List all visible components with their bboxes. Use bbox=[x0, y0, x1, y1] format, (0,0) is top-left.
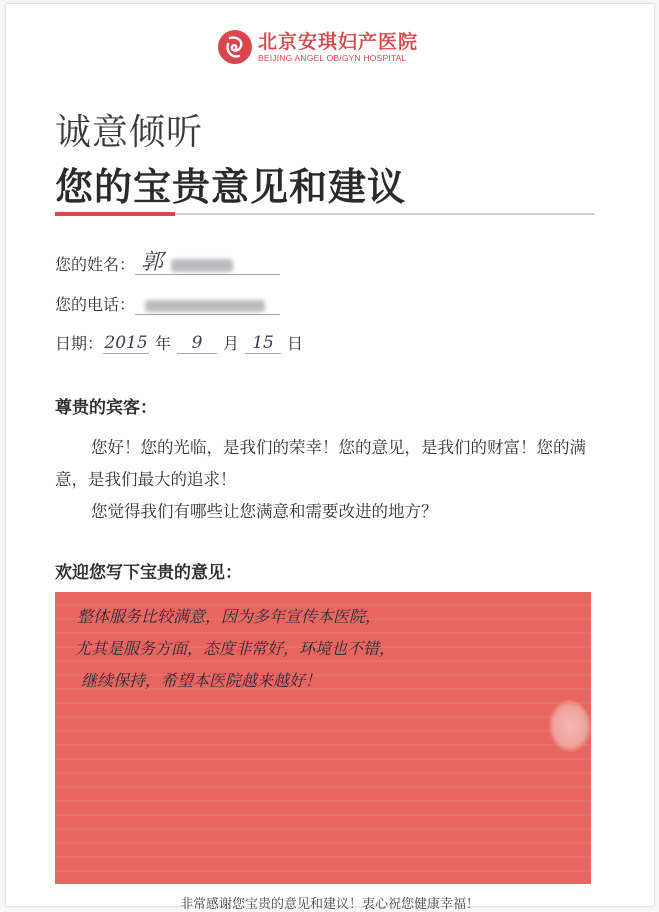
footer-thanks: 非常感谢您宝贵的意见和建议！衷心祝您健康幸福！ bbox=[179, 897, 479, 912]
hospital-logo bbox=[218, 30, 418, 64]
date-label: 日期： bbox=[55, 334, 104, 353]
redacted-phone bbox=[145, 300, 265, 312]
month-label: 月 bbox=[223, 334, 240, 353]
redacted-name bbox=[171, 259, 233, 272]
comments-heading: 欢迎您写下宝贵的意见： bbox=[55, 563, 242, 583]
hospital-logo-icon bbox=[218, 30, 252, 64]
hospital-name-cn: 北京安琪妇产医院 bbox=[258, 31, 419, 53]
phone-field bbox=[55, 292, 280, 315]
greeting-paragraph-2: 您觉得我们有哪些让您满意和需要改进的地方？ bbox=[91, 502, 438, 521]
comment-line: 整体服务比较满意，因为多年宣传本医院， bbox=[77, 607, 382, 626]
name-value: 郭 bbox=[141, 250, 164, 275]
comments-textarea[interactable] bbox=[55, 592, 591, 884]
year-label: 年 bbox=[155, 334, 172, 353]
name-field bbox=[55, 252, 280, 275]
day-label: 日 bbox=[287, 334, 304, 353]
phone-label: 您的电话： bbox=[55, 295, 136, 314]
name-input[interactable] bbox=[135, 250, 280, 275]
date-month-input[interactable]: 9 bbox=[177, 333, 217, 354]
date-day-input[interactable]: 15 bbox=[245, 333, 281, 354]
comment-line: 继续保持，希望本医院越来越好！ bbox=[81, 671, 322, 690]
comment-line: 尤其是服务方面，态度非常好，环境也不错， bbox=[75, 639, 396, 658]
page-title-line2: 您的宝贵意见和建议 bbox=[55, 165, 407, 209]
page-title-line1: 诚意倾听 bbox=[55, 112, 204, 153]
name-label: 您的姓名： bbox=[55, 255, 136, 274]
phone-input[interactable] bbox=[135, 296, 280, 315]
date-field bbox=[55, 331, 303, 354]
title-divider-accent bbox=[55, 212, 175, 216]
date-year-input[interactable]: 2015 bbox=[104, 333, 148, 353]
hospital-name-en: BEIJING ANGEL OB/GYN HOSPITAL bbox=[258, 53, 407, 63]
greeting-heading: 尊贵的宾客： bbox=[55, 398, 157, 418]
greeting-paragraph-1: 您好！您的光临，是我们的荣幸！您的意见，是我们的财富！您的满意，是我们最大的追求！ bbox=[55, 438, 586, 489]
